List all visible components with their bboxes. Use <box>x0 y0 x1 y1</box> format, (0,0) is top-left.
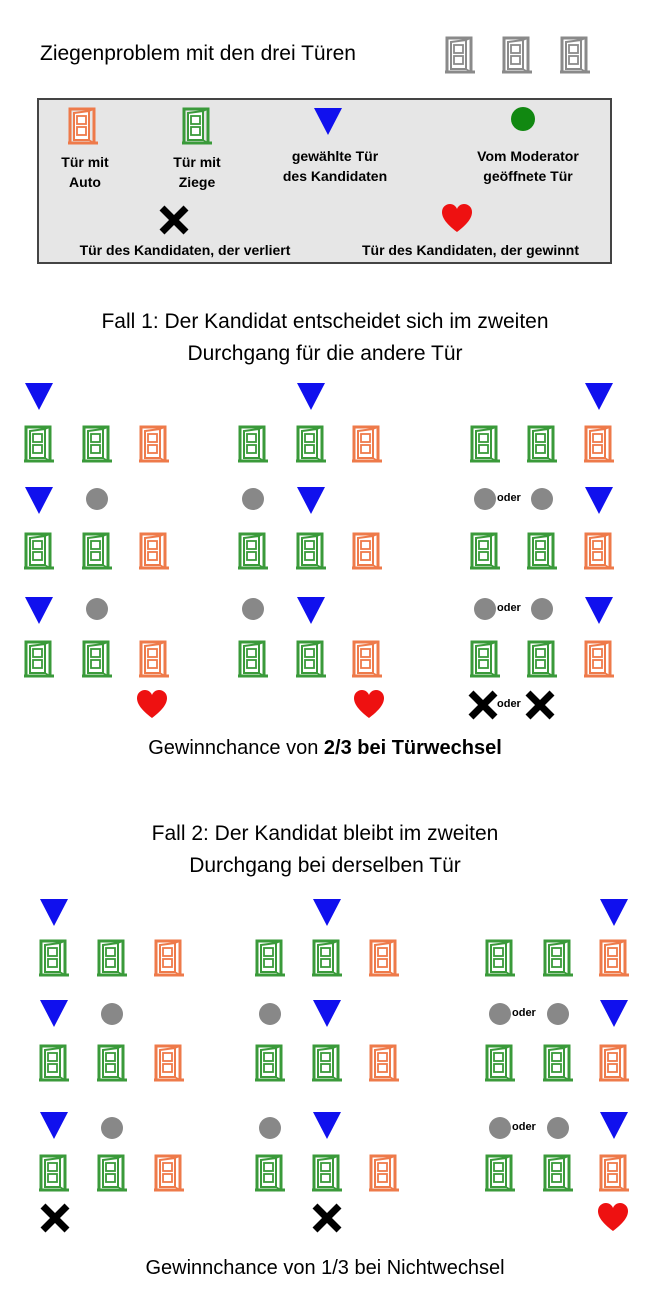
opened-door-dot-icon <box>259 1003 281 1030</box>
goat-door-icon <box>310 1042 344 1087</box>
chosen-marker-icon <box>584 381 614 416</box>
car-door-icon <box>597 1042 631 1087</box>
car-door-icon <box>582 638 616 683</box>
loses-cross-icon <box>466 688 500 727</box>
goat-door-icon <box>310 937 344 982</box>
oder-label: oder <box>512 1121 536 1133</box>
opened-door-dot-icon <box>101 1003 123 1030</box>
car-door-icon <box>152 1152 186 1197</box>
loses-cross-icon <box>157 203 191 242</box>
goat-door-icon <box>80 638 114 683</box>
car-door-icon <box>367 1152 401 1197</box>
goat-door-icon <box>253 1042 287 1087</box>
chosen-marker-icon <box>39 998 69 1033</box>
goat-door-icon <box>95 1152 129 1197</box>
chosen-marker-icon <box>39 897 69 932</box>
chosen-marker-icon <box>312 897 342 932</box>
goat-door-icon <box>483 937 517 982</box>
oder-label: oder <box>512 1007 536 1019</box>
goat-door-icon <box>468 530 502 575</box>
chosen-marker-icon <box>24 595 54 630</box>
car-door-icon <box>152 937 186 982</box>
goat-door-icon <box>525 638 559 683</box>
legend-chosen-label: gewählte Tür des Kandidaten <box>282 148 388 184</box>
goat-door-icon <box>468 423 502 468</box>
car-door-icon <box>350 638 384 683</box>
moderator-opened-icon <box>511 107 535 136</box>
goat-door-icon <box>80 423 114 468</box>
opened-door-dot-icon <box>547 1117 569 1144</box>
chosen-marker-icon <box>312 998 342 1033</box>
case1-result <box>0 737 650 760</box>
car-door-icon <box>66 105 100 150</box>
chosen-marker-icon <box>296 485 326 520</box>
goat-door-icon <box>180 105 214 150</box>
legend-goat-door-label: Tür mit Ziege <box>173 154 221 190</box>
car-door-icon <box>597 1152 631 1197</box>
goat-door-icon <box>95 1042 129 1087</box>
goat-door-icon <box>236 638 270 683</box>
opened-door-dot-icon <box>489 1117 511 1144</box>
opened-door-dot-icon <box>474 598 496 625</box>
gray-door-icon <box>443 34 477 79</box>
car-door-icon <box>152 1042 186 1087</box>
wins-heart-icon <box>136 690 168 725</box>
opened-door-dot-icon <box>86 488 108 515</box>
goat-door-icon <box>37 937 71 982</box>
goat-door-icon <box>310 1152 344 1197</box>
chosen-marker-icon <box>312 1110 342 1145</box>
car-door-icon <box>582 530 616 575</box>
goat-door-icon <box>483 1152 517 1197</box>
goat-door-icon <box>541 1152 575 1197</box>
loses-cross-icon <box>38 1201 72 1240</box>
chosen-marker-icon <box>313 106 343 141</box>
goat-door-icon <box>541 937 575 982</box>
opened-door-dot-icon <box>86 598 108 625</box>
opened-door-dot-icon <box>474 488 496 515</box>
goat-door-icon <box>483 1042 517 1087</box>
case1-heading: Fall 1: Der Kandidat entscheidet sich im zweiten Durchgang für die andere Tür <box>101 310 549 365</box>
goat-door-icon <box>294 423 328 468</box>
loses-cross-icon <box>310 1201 344 1240</box>
goat-door-icon <box>22 530 56 575</box>
gray-door-icon <box>500 34 534 79</box>
chosen-marker-icon <box>24 381 54 416</box>
oder-label: oder <box>497 492 521 504</box>
legend-opened-label: Vom Moderator geöffnete Tür <box>477 148 579 184</box>
opened-door-dot-icon <box>259 1117 281 1144</box>
goat-door-icon <box>294 638 328 683</box>
legend-loses-label: Tür des Kandidaten, der verliert <box>79 242 291 258</box>
goat-door-icon <box>80 530 114 575</box>
case1-result-bold: 2/3 bei Türwechsel <box>323 737 502 759</box>
car-door-icon <box>582 423 616 468</box>
loses-cross-icon <box>523 688 557 727</box>
case2-heading: Fall 2: Der Kandidat bleibt im zweiten Durchgang bei derselben Tür <box>151 822 499 877</box>
goat-door-icon <box>525 530 559 575</box>
legend-car-door-label: Tür mit Auto <box>61 154 109 190</box>
car-door-icon <box>137 423 171 468</box>
wins-heart-icon <box>597 1203 629 1238</box>
opened-door-dot-icon <box>242 488 264 515</box>
opened-door-dot-icon <box>531 488 553 515</box>
oder-label: oder <box>497 698 521 710</box>
goat-door-icon <box>294 530 328 575</box>
goat-door-icon <box>468 638 502 683</box>
opened-door-dot-icon <box>547 1003 569 1030</box>
goat-door-icon <box>253 937 287 982</box>
goat-door-icon <box>253 1152 287 1197</box>
page-title: Ziegenproblem mit den drei Türen <box>40 42 356 65</box>
wins-heart-icon <box>441 204 473 239</box>
chosen-marker-icon <box>599 998 629 1033</box>
opened-door-dot-icon <box>489 1003 511 1030</box>
legend-wins-label: Tür des Kandidaten, der gewinnt <box>361 242 580 258</box>
opened-door-dot-icon <box>242 598 264 625</box>
goat-door-icon <box>22 423 56 468</box>
car-door-icon <box>350 423 384 468</box>
chosen-marker-icon <box>296 595 326 630</box>
goat-door-icon <box>541 1042 575 1087</box>
goat-door-icon <box>236 530 270 575</box>
goat-door-icon <box>95 937 129 982</box>
goat-door-icon <box>22 638 56 683</box>
goat-door-icon <box>236 423 270 468</box>
chosen-marker-icon <box>584 595 614 630</box>
case1-result-prefix: Gewinnchance von <box>148 737 324 759</box>
chosen-marker-icon <box>296 381 326 416</box>
gray-door-icon <box>558 34 592 79</box>
car-door-icon <box>137 638 171 683</box>
wins-heart-icon <box>353 690 385 725</box>
chosen-marker-icon <box>24 485 54 520</box>
oder-label: oder <box>497 602 521 614</box>
opened-door-dot-icon <box>531 598 553 625</box>
goat-door-icon <box>37 1042 71 1087</box>
chosen-marker-icon <box>599 897 629 932</box>
case2-result: Gewinnchance von 1/3 bei Nichtwechsel <box>145 1257 505 1279</box>
goat-door-icon <box>525 423 559 468</box>
car-door-icon <box>367 937 401 982</box>
car-door-icon <box>137 530 171 575</box>
chosen-marker-icon <box>39 1110 69 1145</box>
car-door-icon <box>350 530 384 575</box>
car-door-icon <box>597 937 631 982</box>
car-door-icon <box>367 1042 401 1087</box>
goat-door-icon <box>37 1152 71 1197</box>
chosen-marker-icon <box>599 1110 629 1145</box>
opened-door-dot-icon <box>101 1117 123 1144</box>
chosen-marker-icon <box>584 485 614 520</box>
